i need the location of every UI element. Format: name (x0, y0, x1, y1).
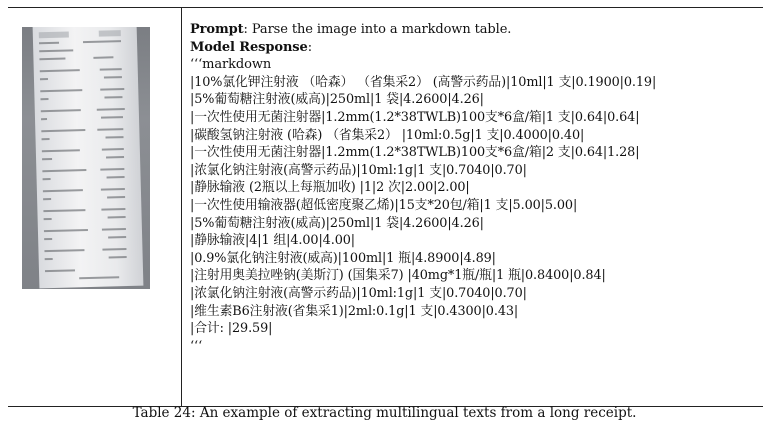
response-suffix: : (307, 39, 312, 55)
code-fence-open: ‘‘‘markdown (190, 57, 272, 73)
table-top-rule (8, 7, 763, 8)
markdown-table-body (190, 74, 760, 338)
table-row: |浓氯化钠注射液(高警示药品)|10ml:1g|1 支|0.7040|0.70| (190, 285, 527, 301)
response-line (190, 39, 760, 57)
receipt-photo (22, 27, 150, 289)
prompt-line (190, 21, 760, 39)
table-total-row: |合计: |29.59| (190, 321, 273, 337)
table-row: |一次性使用无菌注射器|1.2mm(1.2*38TWLB)100支*6盒/箱|2 支|0.64|1.28| (190, 145, 640, 161)
prompt-text: : Parse the image into a markdown table. (243, 22, 512, 37)
code-fence-close: ‘‘‘ (190, 338, 203, 354)
table-row: |注射用奥美拉唑钠(美斯汀) (国集采7) |40mg*1瓶/瓶|1 瓶|0.8400|0.84| (190, 268, 606, 284)
table-caption: Table 24: An example of extracting multilingual texts from a long receipt. (132, 405, 637, 421)
table-row: |10%氯化钾注射液 （哈森） （省集采2） (高警示药品)|10ml|1 支|0.1900|0.19| (190, 74, 657, 90)
receipt-paper (33, 27, 144, 288)
table-row: |一次性使用输液器(超低密度聚乙烯)|15支*20包/箱|1 支|5.00|5.00| (190, 197, 578, 213)
table-row: |碳酸氢钠注射液 (哈森) （省集采2） |10ml:0.5g|1 支|0.4000|0.40| (190, 127, 585, 143)
table-row: |5%葡萄糖注射液(威高)|250ml|1 袋|4.2600|4.26| (190, 215, 484, 231)
table-row: |0.9%氯化钠注射液(威高)|100ml|1 瓶|4.8900|4.89| (190, 250, 496, 266)
table-row: |静脉输液|4|1 组|4.00|4.00| (190, 233, 355, 249)
response-label: Model Response (190, 39, 308, 55)
table-row: |静脉输液 (2瓶以上每瓶加收) |1|2 次|2.00|2.00| (190, 180, 470, 196)
table-row: |浓氯化钠注射液(高警示药品)|10ml:1g|1 支|0.7040|0.70| (190, 162, 527, 178)
prompt-response-panel (190, 21, 760, 355)
prompt-label: Prompt (190, 22, 244, 37)
table-row: |维生素B6注射液(省集采1)|2ml:0.1g|1 支|0.4300|0.43| (190, 303, 519, 319)
column-divider (181, 7, 182, 406)
table-row: |一次性使用无菌注射器|1.2mm(1.2*38TWLB)100支*6盒/箱|1 支|0.64|0.64| (190, 109, 640, 125)
table-row: |5%葡萄糖注射液(威高)|250ml|1 袋|4.2600|4.26| (190, 92, 484, 108)
